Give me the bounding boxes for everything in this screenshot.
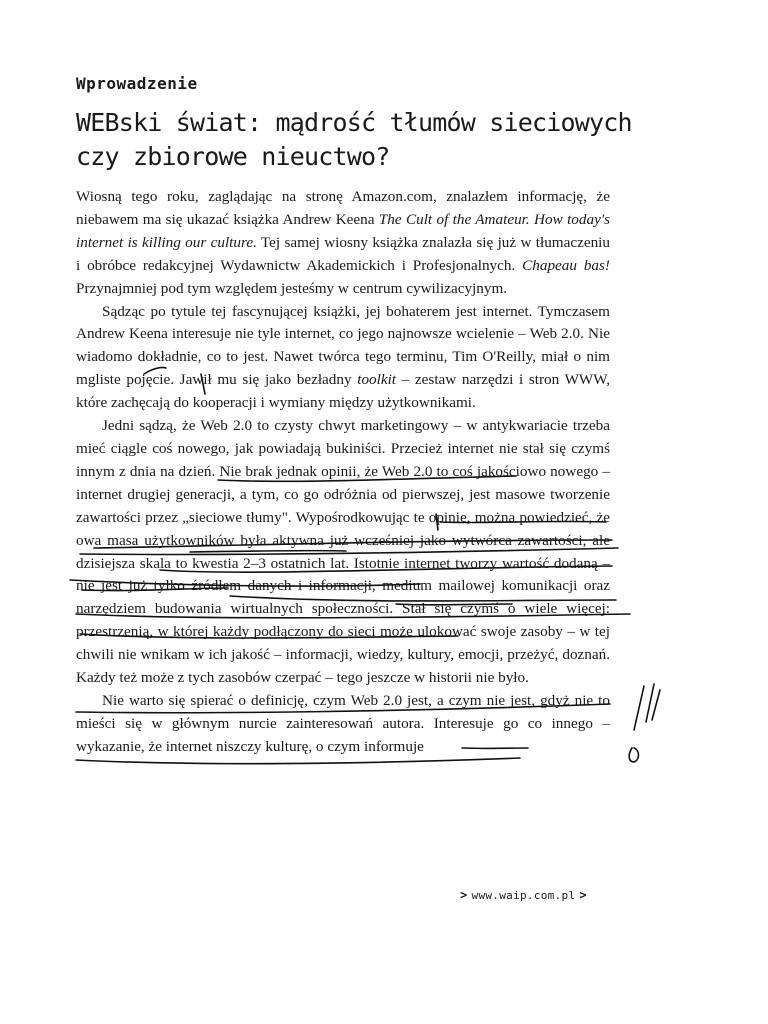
marker-stroke xyxy=(634,684,660,730)
toolkit-italic: toolkit xyxy=(357,371,397,389)
page-title: WEBski świat: mądrość tłumów sieciowych czy zbiorowe nieuctwo? xyxy=(76,108,632,171)
chapeau-bas-italic: Chapeau bas! xyxy=(522,256,610,274)
book-title-italic: The Cult of the Amateur. How today's internet is killing our culture. xyxy=(76,210,610,251)
paragraph-2 xyxy=(76,301,610,416)
underline-stroke xyxy=(76,758,520,764)
body-text xyxy=(76,186,610,759)
marker-stroke xyxy=(629,748,638,762)
footer-url-text: www.waip.com.pl xyxy=(471,889,576,902)
footer-url xyxy=(456,888,591,902)
paragraph-3: Jedni sądzą, że Web 2.0 to czysty chwyt marketingowy – w antykwariacie trzeba mieć ciągle coś nowego, jak powiadają bukiniści. Przecież internet nie stał się czymś innym z dnia na dzień. Nie brak jednak opinii, że Web 2.0 to coś jakościowo nowego – internet drugiej generacji, a tym, co go odróżnia od pierwszej, jest masowe tworzenie zawartości przez „sieciowe tłumy". Wypośrodkowując te opinie, można powiedzieć, że owa masa użytkowników była aktywna już wcześniej jako wytwórca zawartości, ale dzisiejsza skala to kwestia 2–3 ostatnich lat. Istotnie internet tworzy wartość dodaną – nie jest już tylko źródłem danych i informacji, medium mailowej komunikacji oraz narzędziem budowania wirtualnych społeczności. Stał się czymś o wiele więcej: przestrzenią, w której każdy podłączony do sieci może ulokować swoje zasoby – w tej chwili nie wnikam w ich jakość – informacji, wiedzy, kultury, emocji, przeżyć, doznań. Każdy też może z tych zasobów czerpać – tego jeszcze w historii nie było. xyxy=(76,417,610,687)
paragraph-4: Nie warto się spierać o definicję, czym Web 2.0 jest, a czym nie jest, gdyż nie to mieści się w głównym nurcie zainteresowań autora. Interesuje go co innego – wykazanie, że internet niszczy kulturę, o czym informuje xyxy=(76,691,610,755)
paragraph-1-text-e: Przynajmniej pod tym względem jesteśmy w centrum cywilizacyjnym. xyxy=(76,279,508,297)
paragraph-2-text-a: Sądząc po tytule tej fascynującej książki, jej bohaterem jest internet. Tymczasem Andrew Keena interesuje nie tyle internet, co jego najnowsze wcielenie – Web 2.0. Nie wiadomo dokładnie, co to jest. Nawet twórca tego terminu, Tim O'Reilly, miał o nim mgliste pojęcie. Jawił mu się jako bezładny xyxy=(76,302,610,389)
section-label: Wprowadzenie xyxy=(76,74,198,93)
chevron-right-icon: > xyxy=(579,888,587,902)
paragraph-1-text-c: Tej samej wiosny książka znalazła się już w tłumaczeniu i obróbce redakcyjnej Wydawnictw Akademickich i Profesjonalnych. xyxy=(76,233,610,274)
paragraph-2-text-c: – zestaw narzędzi i stron WWW, które zachęcają do kooperacji i wymiany między użytkownikami. xyxy=(76,371,610,412)
paragraph-1 xyxy=(76,186,610,301)
chevron-right-icon: > xyxy=(460,888,468,902)
paragraph-1-text-a: Wiosną tego roku, zaglądając na stronę Amazon.com, znalazłem informację, że niebawem ma się ukazać książka Andrew Keena xyxy=(76,188,610,228)
